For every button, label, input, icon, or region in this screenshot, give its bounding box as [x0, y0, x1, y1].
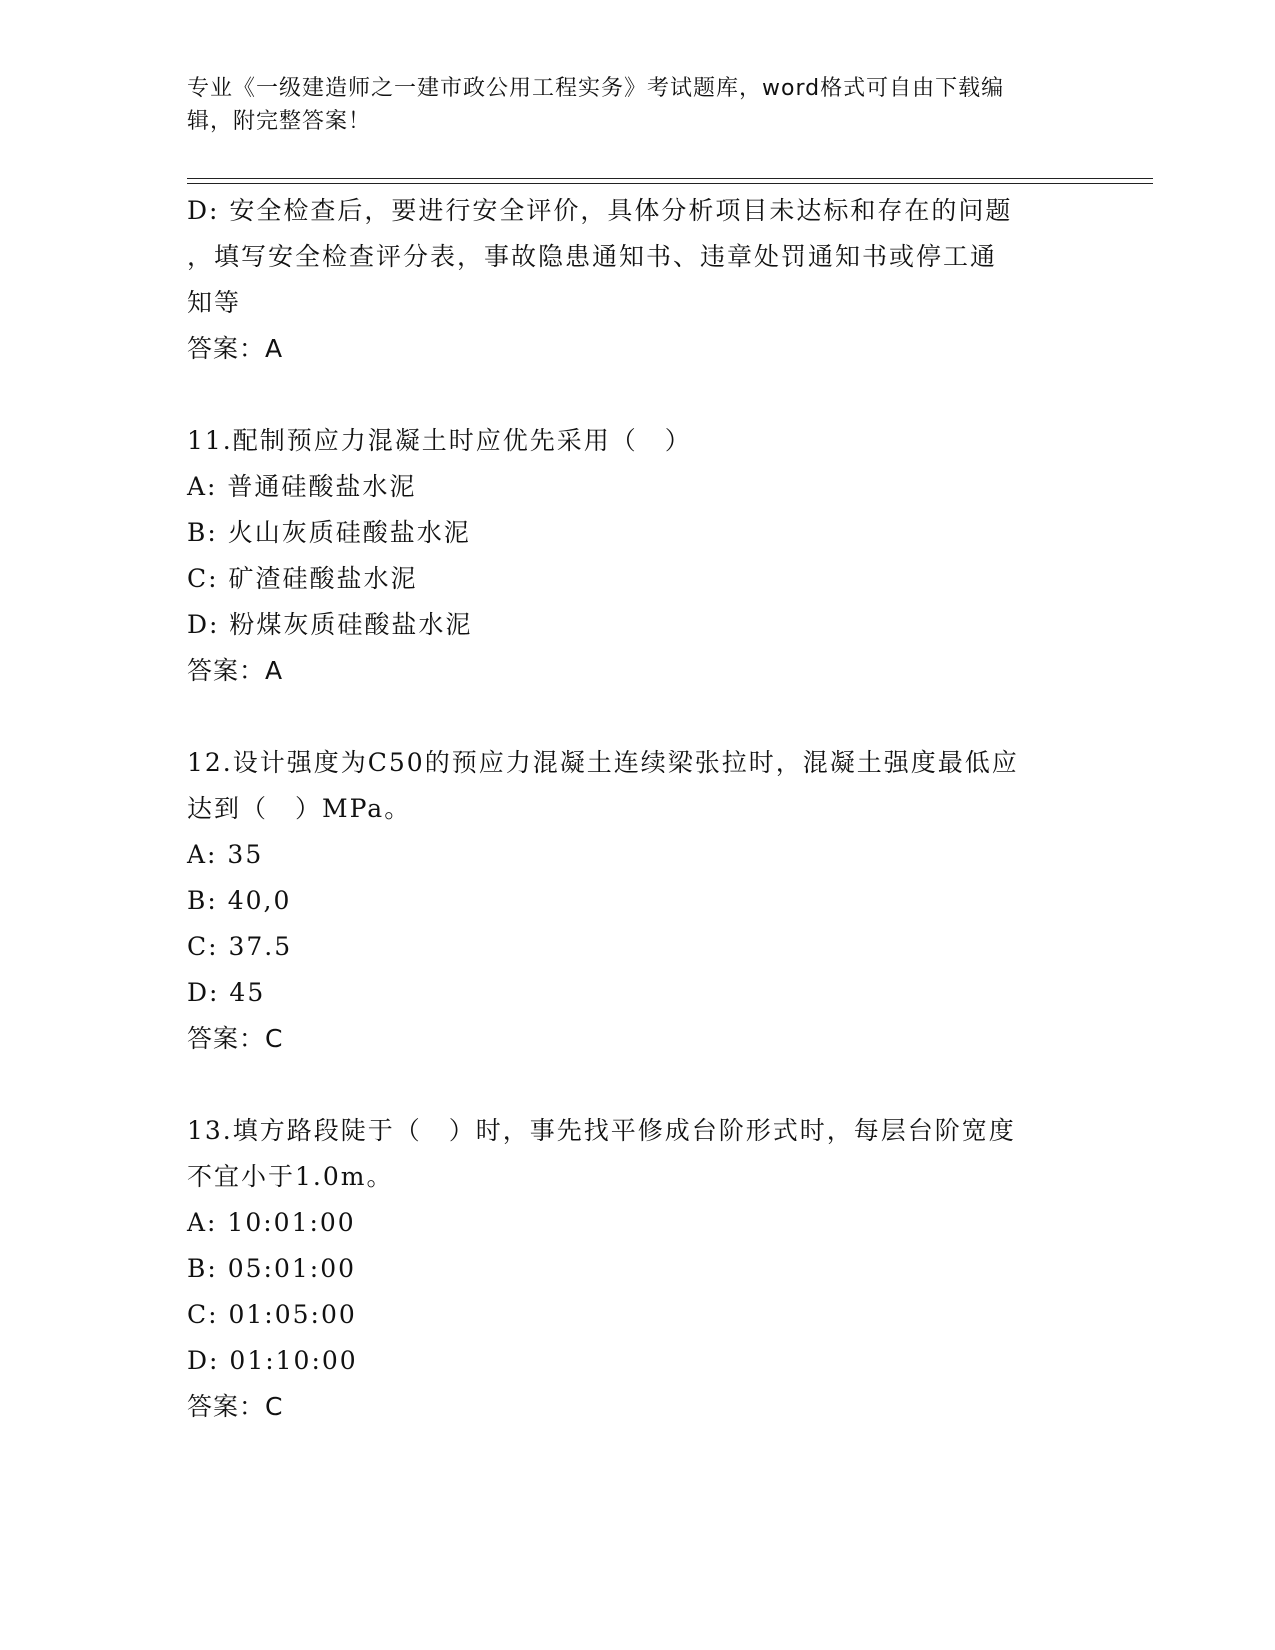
q12-stem-line-1: 12.设计强度为C50的预应力混凝土连续梁张拉时，混凝土强度最低应	[187, 748, 1019, 777]
q12-option-a: A: 35	[187, 840, 264, 869]
q10-option-d-line-3: 知等	[187, 288, 242, 317]
question-11	[187, 418, 1087, 694]
q11-option-a: A: 普通硅酸盐水泥	[187, 472, 417, 501]
question-10-tail	[187, 188, 1087, 372]
spacer	[187, 372, 1087, 418]
spacer	[187, 1062, 1087, 1108]
q11-answer: 答案：A	[187, 656, 284, 685]
q13-option-a: A: 10:01:00	[187, 1208, 356, 1237]
q13-option-c: C: 01:05:00	[187, 1300, 357, 1329]
q13-answer: 答案：C	[187, 1392, 284, 1421]
q13-stem-line-1: 13.填方路段陡于（ ）时，事先找平修成台阶形式时，每层台阶宽度	[187, 1116, 1016, 1145]
q11-option-b: B: 火山灰质硅酸盐水泥	[187, 518, 471, 547]
q13-stem-line-2: 不宜小于1.0m。	[187, 1162, 394, 1191]
header-line-1: 专业《一级建造师之一建市政公用工程实务》考试题库，word格式可自由下载编	[187, 76, 1005, 101]
q10-option-d-line-1: D: 安全检查后，要进行安全评价，具体分析项目未达标和存在的问题	[187, 196, 1013, 225]
q12-option-c: C: 37.5	[187, 932, 293, 961]
question-12	[187, 740, 1087, 1062]
q12-option-b: B: 40,0	[187, 886, 292, 915]
question-13	[187, 1108, 1087, 1430]
q10-answer: 答案：A	[187, 334, 284, 363]
q12-answer: 答案：C	[187, 1024, 284, 1053]
spacer	[187, 694, 1087, 740]
q12-stem-line-2: 达到（ ）MPa。	[187, 794, 412, 823]
document-body	[187, 188, 1087, 1430]
q13-option-b: B: 05:01:00	[187, 1254, 357, 1283]
header-line-2: 辑，附完整答案！	[187, 109, 372, 134]
q11-option-d: D: 粉煤灰质硅酸盐水泥	[187, 610, 473, 639]
header-rule-bottom	[187, 183, 1153, 184]
header-rule-top	[187, 178, 1153, 179]
q11-stem: 11.配制预应力混凝土时应优先采用（ ）	[187, 426, 692, 455]
q12-option-d: D: 45	[187, 978, 266, 1007]
q11-option-c: C: 矿渣硅酸盐水泥	[187, 564, 418, 593]
q13-option-d: D: 01:10:00	[187, 1346, 358, 1375]
q10-option-d-line-2: ，填写安全检查评分表，事故隐患通知书、违章处罚通知书或停工通	[187, 242, 998, 271]
document-header	[187, 72, 1067, 138]
